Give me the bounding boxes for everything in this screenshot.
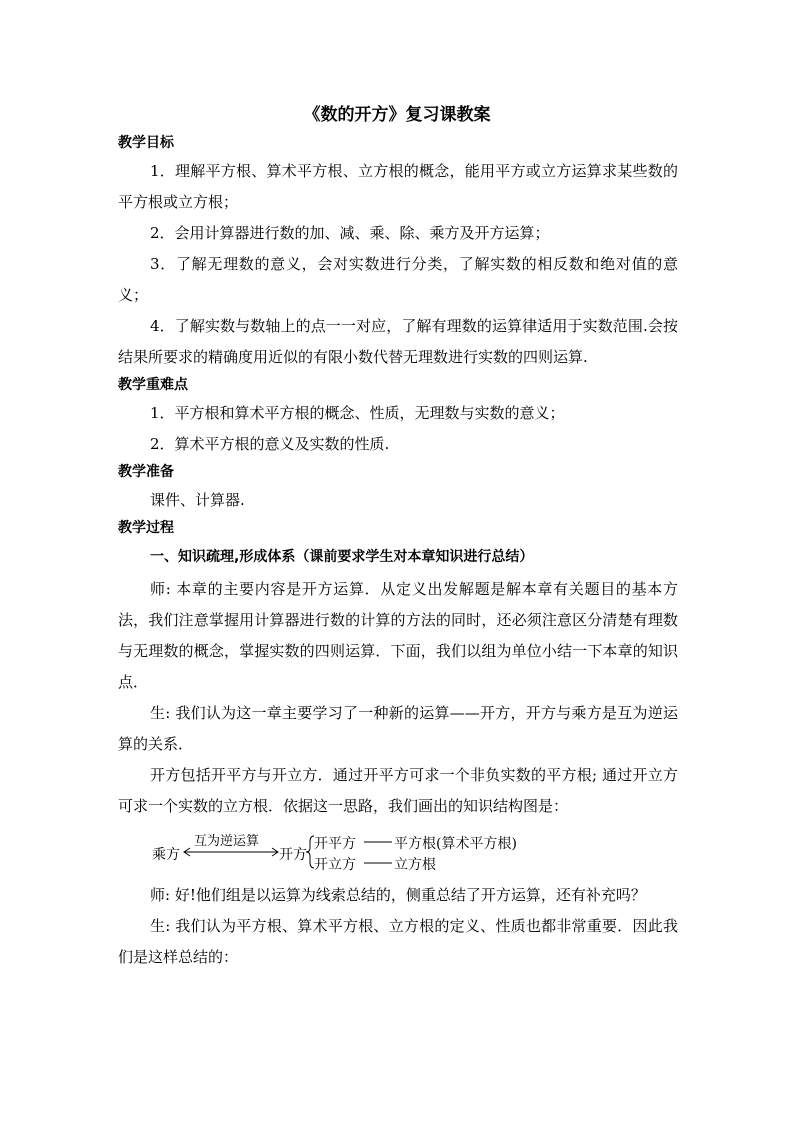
diagram-middle-label: 开方 — [279, 847, 307, 863]
process-subheading: 一、知识疏理,形成体系（课前要求学生对本章知识进行总结） — [150, 549, 534, 565]
section-heading-process: 教学过程 — [118, 520, 174, 536]
process-paragraph: 师: 本章的主要内容是开方运算．从定义出发解题是解本章有关题目的基本方法，我们注意掌握用计算器进行数的计算的方法的同时，还必须注意区分清楚有理数与无理数的概念，掌握实数的四则运算．下面，我们以组为单位小结一下本章的知识点． — [118, 580, 678, 691]
process-paragraph: 开方包括开平方与开立方．通过开平方可求一个非负实数的平方根; 通过开立方可求一个实数的立方根．依据这一思路，我们画出的知识结构图是： — [118, 766, 678, 815]
diagram-arrow-label: 互为逆运算 — [194, 834, 260, 849]
goal-item: 1．理解平方根、算术平方根、立方根的概念，能用平方或立方运算求某些数的平方根或立方根； — [118, 162, 678, 211]
knowledge-structure-diagram — [118, 830, 678, 874]
section-heading-preparation: 教学准备 — [118, 464, 174, 480]
process-paragraph: 生: 我们认为平方根、算术平方根、立方根的定义、性质也都非常重要．因此我们是这样总结的： — [118, 917, 678, 966]
diagram-branch1: 开平方 — [314, 836, 356, 852]
process-paragraph: 师: 好!他们组是以运算为线索总结的，侧重总结了开方运算，还有补充吗？ — [150, 886, 646, 904]
section-heading-difficulties: 教学重难点 — [118, 377, 188, 393]
diagram-branch1-result: 平方根(算术平方根) — [394, 836, 517, 852]
preparation-text: 课件、计算器. — [150, 491, 245, 509]
diagram-branch2: 开立方 — [314, 857, 356, 873]
goal-item: 4．了解实数与数轴上的点一一对应，了解有理数的运算律适用于实数范围.会按结果所要求的精确度用近似的有限小数代替无理数进行实数的四则运算. — [118, 317, 678, 366]
section-heading-goals: 教学目标 — [118, 135, 174, 151]
diagram-branch2-result: 立方根 — [394, 857, 436, 873]
document-title: 《数的开方》复习课教案 — [303, 105, 491, 125]
diagram-left-label: 乘方 — [152, 847, 180, 863]
process-paragraph: 生: 我们认为这一章主要学习了一种新的运算——开方，开方与乘方是互为逆运算的关系． — [118, 704, 678, 753]
goal-item: 3．了解无理数的意义，会对实数进行分类，了解实数的相反数和绝对值的意义； — [118, 255, 678, 304]
goal-item: 2．会用计算器进行数的加、减、乘、除、乘方及开方运算； — [150, 224, 550, 242]
difficulty-item: 2．算术平方根的意义及实数的性质. — [150, 435, 390, 453]
document-body — [118, 131, 678, 973]
difficulty-item: 1．平方根和算术平方根的概念、性质，无理数与实数的意义； — [150, 404, 565, 422]
